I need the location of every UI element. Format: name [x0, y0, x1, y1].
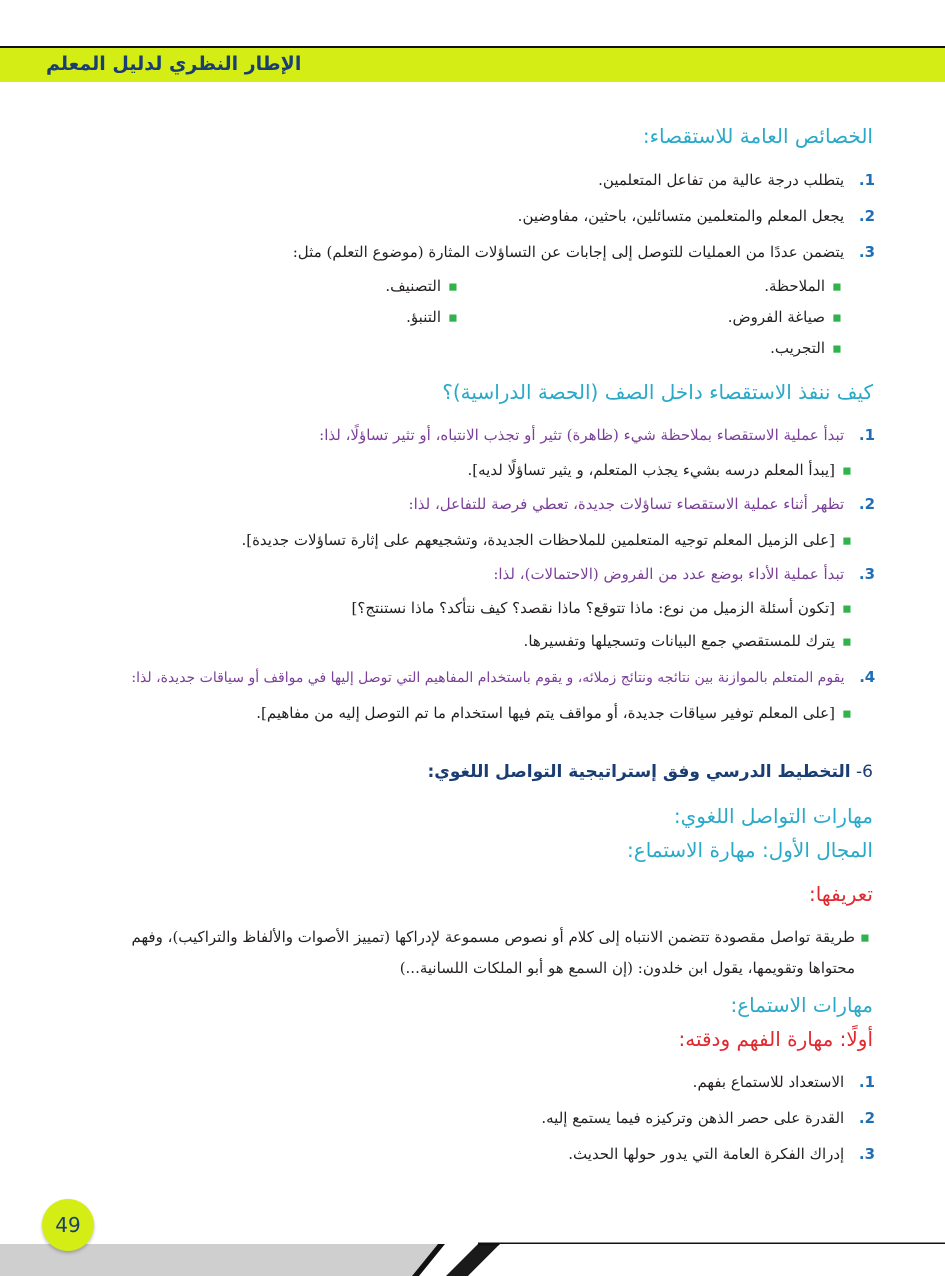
green-square-bullet-icon: ◼: [448, 311, 458, 324]
green-square-bullet-icon: ◼: [832, 280, 842, 293]
footer-decoration: [0, 1236, 945, 1276]
list-text: يتضمن عددًا من العمليات للتوصل إلى إجابات عن التساؤلات المثارة (موضوع التعلم) مثل:: [292, 243, 845, 261]
list-number: 3.: [858, 1145, 875, 1163]
list-number: 2.: [858, 495, 875, 513]
bullet-item: [241, 530, 859, 551]
list-text: إدراك الفكرة العامة التي يدور حولها الحديث.: [568, 1145, 845, 1163]
subsection-title: التخطيط الدرسي وفق إستراتيجية التواصل اللغوي:: [427, 762, 851, 782]
bullet-text: [على الزميل المعلم توجيه المتعلمين للملاحظات الجديدة، وتشجيعهم على إثارة تساؤلات جديدة].: [241, 531, 835, 549]
green-square-bullet-icon: ◼: [842, 464, 852, 477]
list-number: 2.: [858, 1109, 875, 1127]
list-number: 4.: [859, 668, 875, 686]
subsection-number: 6-: [856, 762, 873, 782]
process-text: صياغة الفروض.: [727, 308, 825, 326]
process-text: التجريب.: [770, 339, 825, 357]
section-title-implementation: كيف ننفذ الاستقصاء داخل الصف (الحصة الدراسية)؟: [442, 380, 873, 404]
process-item: [406, 307, 465, 328]
list-number: 3.: [858, 243, 875, 261]
list-text: القدرة على حصر الذهن وتركيزه فيما يستمع إليه.: [541, 1109, 845, 1127]
process-item: [764, 276, 849, 297]
list-item: [409, 494, 875, 514]
bullet-item: [256, 703, 859, 724]
section-title-comprehension: أولًا: مهارة الفهم ودقته:: [678, 1027, 873, 1051]
green-square-bullet-icon: ◼: [832, 311, 842, 324]
list-item: [693, 1072, 875, 1092]
green-square-bullet-icon: ◼: [448, 280, 458, 293]
bullet-item: [524, 631, 859, 652]
list-item: [518, 206, 875, 226]
list-item: [131, 667, 875, 688]
list-number: 1.: [858, 426, 875, 444]
list-text: يتطلب درجة عالية من تفاعل المتعلمين.: [598, 171, 845, 189]
green-square-bullet-icon: ◼: [842, 635, 852, 648]
definition-paragraph: [65, 922, 875, 983]
process-text: الملاحظة.: [764, 277, 825, 295]
list-text: تبدأ عملية الاستقصاء بملاحظة شيء (ظاهرة) تثير أو تجذب الانتباه، أو تثير تساؤلًا، لذا:: [319, 426, 845, 444]
bullet-text: يترك للمستقصي جمع البيانات وتسجيلها وتفسيرها.: [523, 632, 835, 650]
bullet-text: [تكون أسئلة الزميل من نوع: ماذا تتوقع؟ ماذا نقصد؟ كيف نتأكد؟ ماذا نستنتج؟]: [351, 599, 835, 617]
list-text: يقوم المتعلم بالموازنة بين نتائجه ونتائج زملائه، و يقوم باستخدام المفاهيم التي توصل إليها في مواقف أو سياقات جديدة، لذا:: [131, 670, 845, 686]
bullet-text: [يبدأ المعلم درسه بشيء يجذب المتعلم، و يثير تساؤلًا لديه].: [467, 461, 835, 479]
list-text: الاستعداد للاستماع بفهم.: [692, 1073, 845, 1091]
process-item: [385, 276, 465, 297]
list-item: [598, 170, 875, 190]
list-item: [541, 1108, 875, 1128]
list-item: [493, 564, 875, 584]
green-square-bullet-icon: ◼: [842, 534, 852, 547]
process-item: [728, 307, 849, 328]
header-title: الإطار النظري لدليل المعلم: [46, 53, 302, 75]
page-number: 49: [42, 1199, 94, 1251]
section-title-skills: مهارات التواصل اللغوي:: [673, 804, 873, 828]
list-number: 1.: [858, 171, 875, 189]
green-square-bullet-icon: ◼: [842, 707, 852, 720]
section-title-listening-skills: مهارات الاستماع:: [730, 993, 873, 1017]
list-item: [568, 1144, 875, 1164]
list-text: تبدأ عملية الأداء بوضع عدد من الفروض (الاحتمالات)، لذا:: [493, 565, 845, 583]
green-square-bullet-icon: ◼: [842, 602, 852, 615]
definition-title: تعريفها:: [809, 882, 873, 906]
list-number: 1.: [858, 1073, 875, 1091]
definition-line: طريقة تواصل مقصودة تتضمن الانتباه إلى كلام أو نصوص مسموعة لإدراكها (تمييز الأصوات والألفاظ والتراكيب)، وفهم: [131, 928, 855, 946]
process-text: التصنيف.: [385, 277, 441, 295]
process-text: التنبؤ.: [406, 308, 441, 326]
definition-line: محتواها وتقويمها، يقول ابن خلدون: (إن السمع هو أبو الملكات اللسانية...): [399, 959, 855, 977]
green-square-bullet-icon: ◼: [860, 931, 870, 944]
footer-white-band: [468, 1244, 945, 1276]
list-text: تظهر أثناء عملية الاستقصاء تساؤلات جديدة، تعطي فرصة للتفاعل، لذا:: [408, 495, 845, 513]
green-square-bullet-icon: ◼: [832, 342, 842, 355]
list-number: 2.: [858, 207, 875, 225]
process-item: [770, 338, 849, 359]
section-title-domain: المجال الأول: مهارة الاستماع:: [627, 838, 873, 862]
bullet-item: [467, 460, 859, 481]
list-text: يجعل المعلم والمتعلمين متسائلين، باحثين، مفاوضين.: [517, 207, 845, 225]
bullet-text: [على المعلم توفير سياقات جديدة، أو مواقف يتم فيها استخدام ما تم التوصل إليه من مفاهيم].: [256, 704, 835, 722]
subsection-heading: [427, 762, 873, 782]
list-item: [293, 242, 875, 262]
bullet-item: [352, 598, 859, 619]
section-title-characteristics: الخصائص العامة للاستقصاء:: [642, 124, 873, 148]
list-number: 3.: [858, 565, 875, 583]
list-item: [319, 425, 875, 445]
